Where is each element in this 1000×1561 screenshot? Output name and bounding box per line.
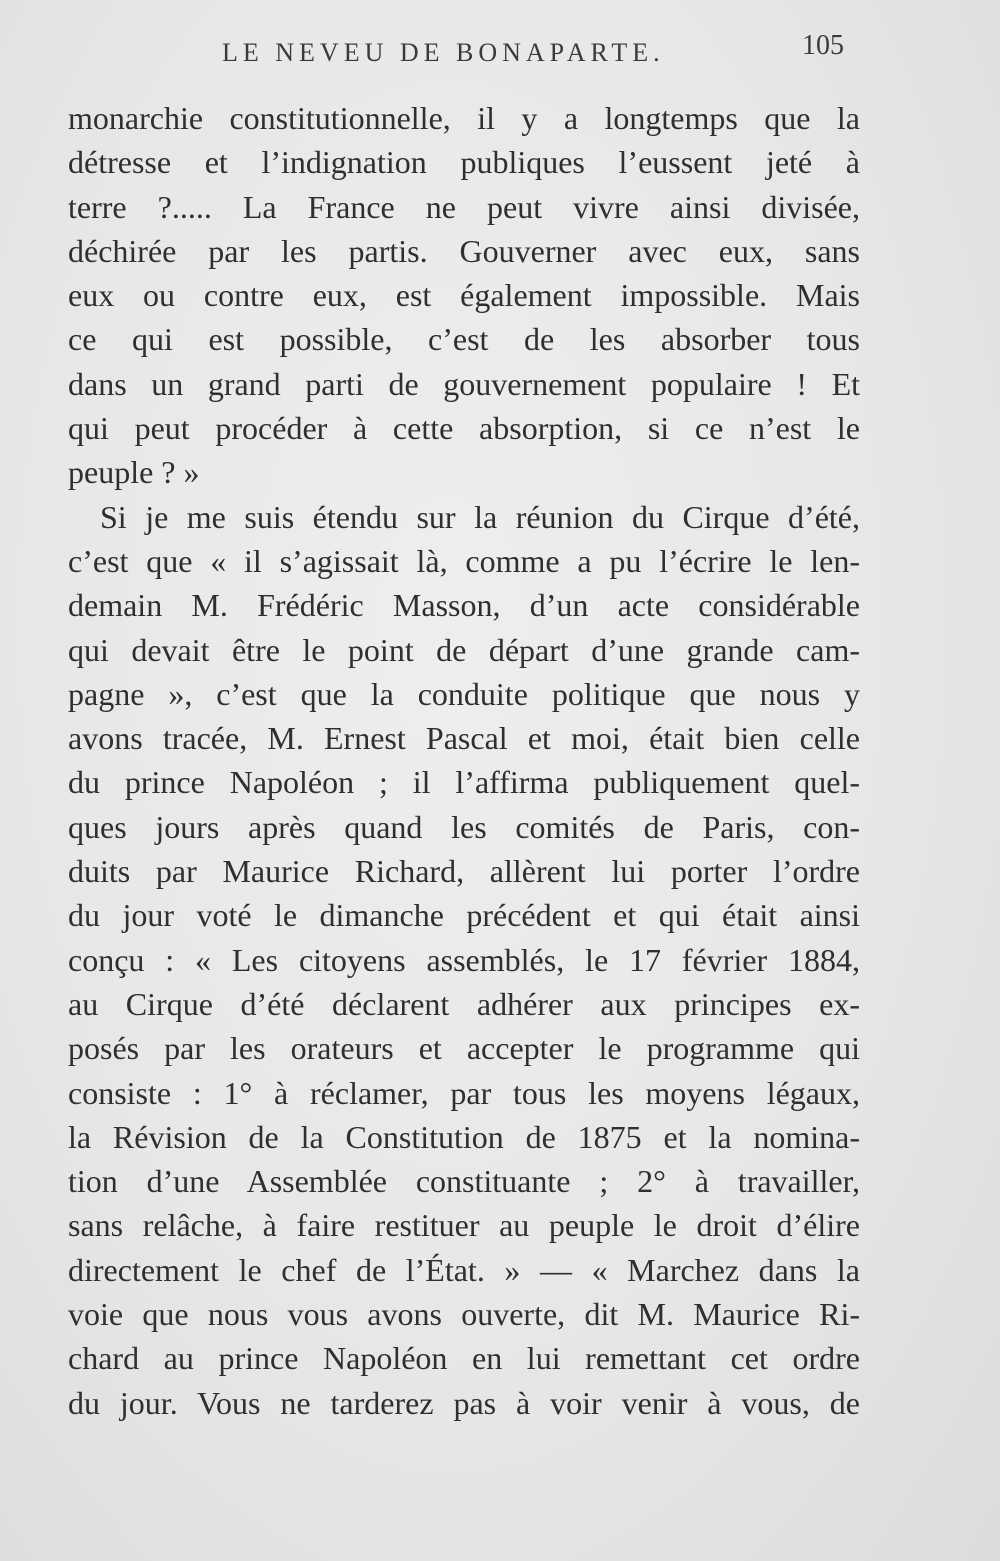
text-line: pagne », c’est que la conduite politique que nous y [68, 675, 860, 712]
text-line: peuple ? » [68, 454, 200, 491]
running-head: LE NEVEU DE BONAPARTE. [222, 38, 665, 67]
text-line: demain M. Frédéric Masson, d’un acte considérable [68, 587, 860, 624]
text-line: consiste : 1° à réclamer, par tous les moyens légaux, [68, 1074, 860, 1111]
text-line: Si je me suis étendu sur la réunion du Cirque d’été, [100, 498, 860, 535]
text-line: conçu : « Les citoyens assemblés, le 17 février 1884, [68, 941, 860, 978]
text-line: sans relâche, à faire restituer au peuple le droit d’élire [68, 1207, 860, 1244]
text-line: chard au prince Napoléon en lui remettant cet ordre [68, 1340, 860, 1377]
text-line: qui peut procéder à cette absorption, si ce n’est le [68, 410, 860, 447]
text-line: tion d’une Assemblée constituante ; 2° à travailler, [68, 1163, 860, 1200]
text-line: eux ou contre eux, est également impossible. Mais [68, 277, 860, 314]
text-line: détresse et l’indignation publiques l’eussent jeté à [68, 144, 860, 181]
text-line: ques jours après quand les comités de Paris, con- [68, 808, 860, 845]
text-line: duits par Maurice Richard, allèrent lui porter l’ordre [68, 853, 860, 890]
text-line: la Révision de la Constitution de 1875 et la nomina- [68, 1118, 860, 1155]
text-line: directement le chef de l’État. » — « Marchez dans la [68, 1251, 860, 1288]
text-line: voie que nous vous avons ouverte, dit M. Maurice Ri- [68, 1296, 860, 1333]
text-line: posés par les orateurs et accepter le programme qui [68, 1030, 860, 1067]
text-line: ce qui est possible, c’est de les absorber tous [68, 321, 860, 358]
text-line: du prince Napoléon ; il l’affirma publiquement quel- [68, 764, 860, 801]
text-line: avons tracée, M. Ernest Pascal et moi, était bien celle [68, 720, 860, 757]
text-line: monarchie constitutionnelle, il y a longtemps que la [68, 100, 860, 136]
text-line: terre ?..... La France ne peut vivre ainsi divisée, [68, 188, 860, 225]
body-text [68, 96, 860, 1425]
text-line: du jour. Vous ne tarderez pas à voir venir à vous, de [68, 1384, 860, 1421]
text-line: dans un grand parti de gouvernement populaire ! Et [68, 365, 860, 402]
page-number: 105 [802, 30, 844, 61]
text-line: c’est que « il s’agissait là, comme a pu l’écrire le len- [68, 542, 860, 579]
text-line: du jour voté le dimanche précédent et qui était ainsi [68, 897, 860, 934]
text-line: déchirée par les partis. Gouverner avec eux, sans [68, 232, 860, 269]
text-line: qui devait être le point de départ d’une grande cam- [68, 631, 860, 668]
text-line: au Cirque d’été déclarent adhérer aux principes ex- [68, 985, 860, 1022]
